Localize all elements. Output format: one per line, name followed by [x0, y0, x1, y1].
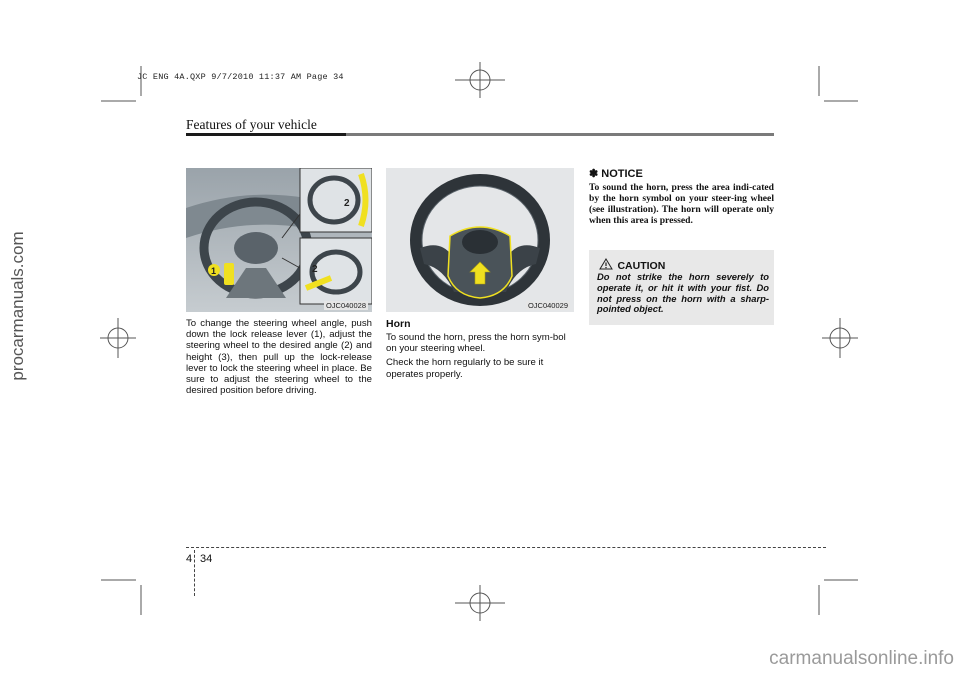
steering-adjust-paragraph: To change the steering wheel angle, push down the lock release lever (1), adjust the steering wheel to the desired angle (2) and height (3), then pull up the lock-release lever to lock the steering wheel in place. Be sure to adjust the steering wheel to the desired position before driving. [186, 318, 372, 397]
steering-adjust-figure [186, 168, 372, 312]
figure-code: OJC040028 [325, 301, 366, 310]
caution-text: Do not strike the horn severely to operate it, or hit it with your fist. Do not press on the horn with a sharp-pointed object. [597, 271, 769, 315]
notice-block [589, 167, 774, 226]
side-watermark: procarmanuals.com [8, 231, 27, 381]
horn-steering-wheel-illustration [386, 168, 574, 312]
horn-heading: Horn [386, 318, 411, 330]
warning-triangle-icon [599, 258, 613, 270]
registration-mark-left [100, 318, 136, 358]
notice-heading [589, 167, 774, 180]
notice-text: To sound the horn, press the area indi-cated by the horn symbol on your steer-ing wheel (see illustration). The horn will operate only when this area is pressed. [589, 182, 774, 226]
section-title: Features of your vehicle [186, 117, 317, 132]
print-slug: JC ENG 4A.QXP 9/7/2010 11:37 AM Page 34 [137, 72, 344, 82]
notice-symbol-icon: ✽ [589, 168, 599, 180]
footer-rule [186, 547, 826, 548]
title-rule [186, 133, 774, 136]
horn-paragraph-1: To sound the horn, press the horn sym-bol on your steering wheel. [386, 332, 566, 355]
chapter-number: 4 [186, 553, 193, 565]
footer-divider [194, 550, 195, 596]
registration-mark-bottom [455, 585, 505, 621]
horn-paragraph-2: Check the horn regularly to be sure it operates properly. [386, 357, 544, 380]
callout-1: 1 [211, 266, 217, 276]
registration-mark-top [455, 62, 505, 98]
callout-2-top: 2 [344, 198, 350, 209]
steering-illustration [186, 168, 372, 312]
registration-mark-right [822, 318, 858, 358]
horn-figure [386, 168, 574, 312]
figure-code: OJC040029 [527, 301, 568, 310]
bottom-watermark: carmanualsonline.info [769, 648, 954, 669]
caution-title: CAUTION [617, 260, 666, 272]
lock-lever-highlight [224, 263, 234, 285]
page-number: 34 [200, 553, 213, 565]
steering-adjust-text [186, 318, 372, 399]
notice-title: NOTICE [601, 168, 643, 180]
callout-2-bottom: 2 [312, 264, 318, 275]
horn-section [386, 318, 574, 383]
caution-box [589, 250, 774, 325]
